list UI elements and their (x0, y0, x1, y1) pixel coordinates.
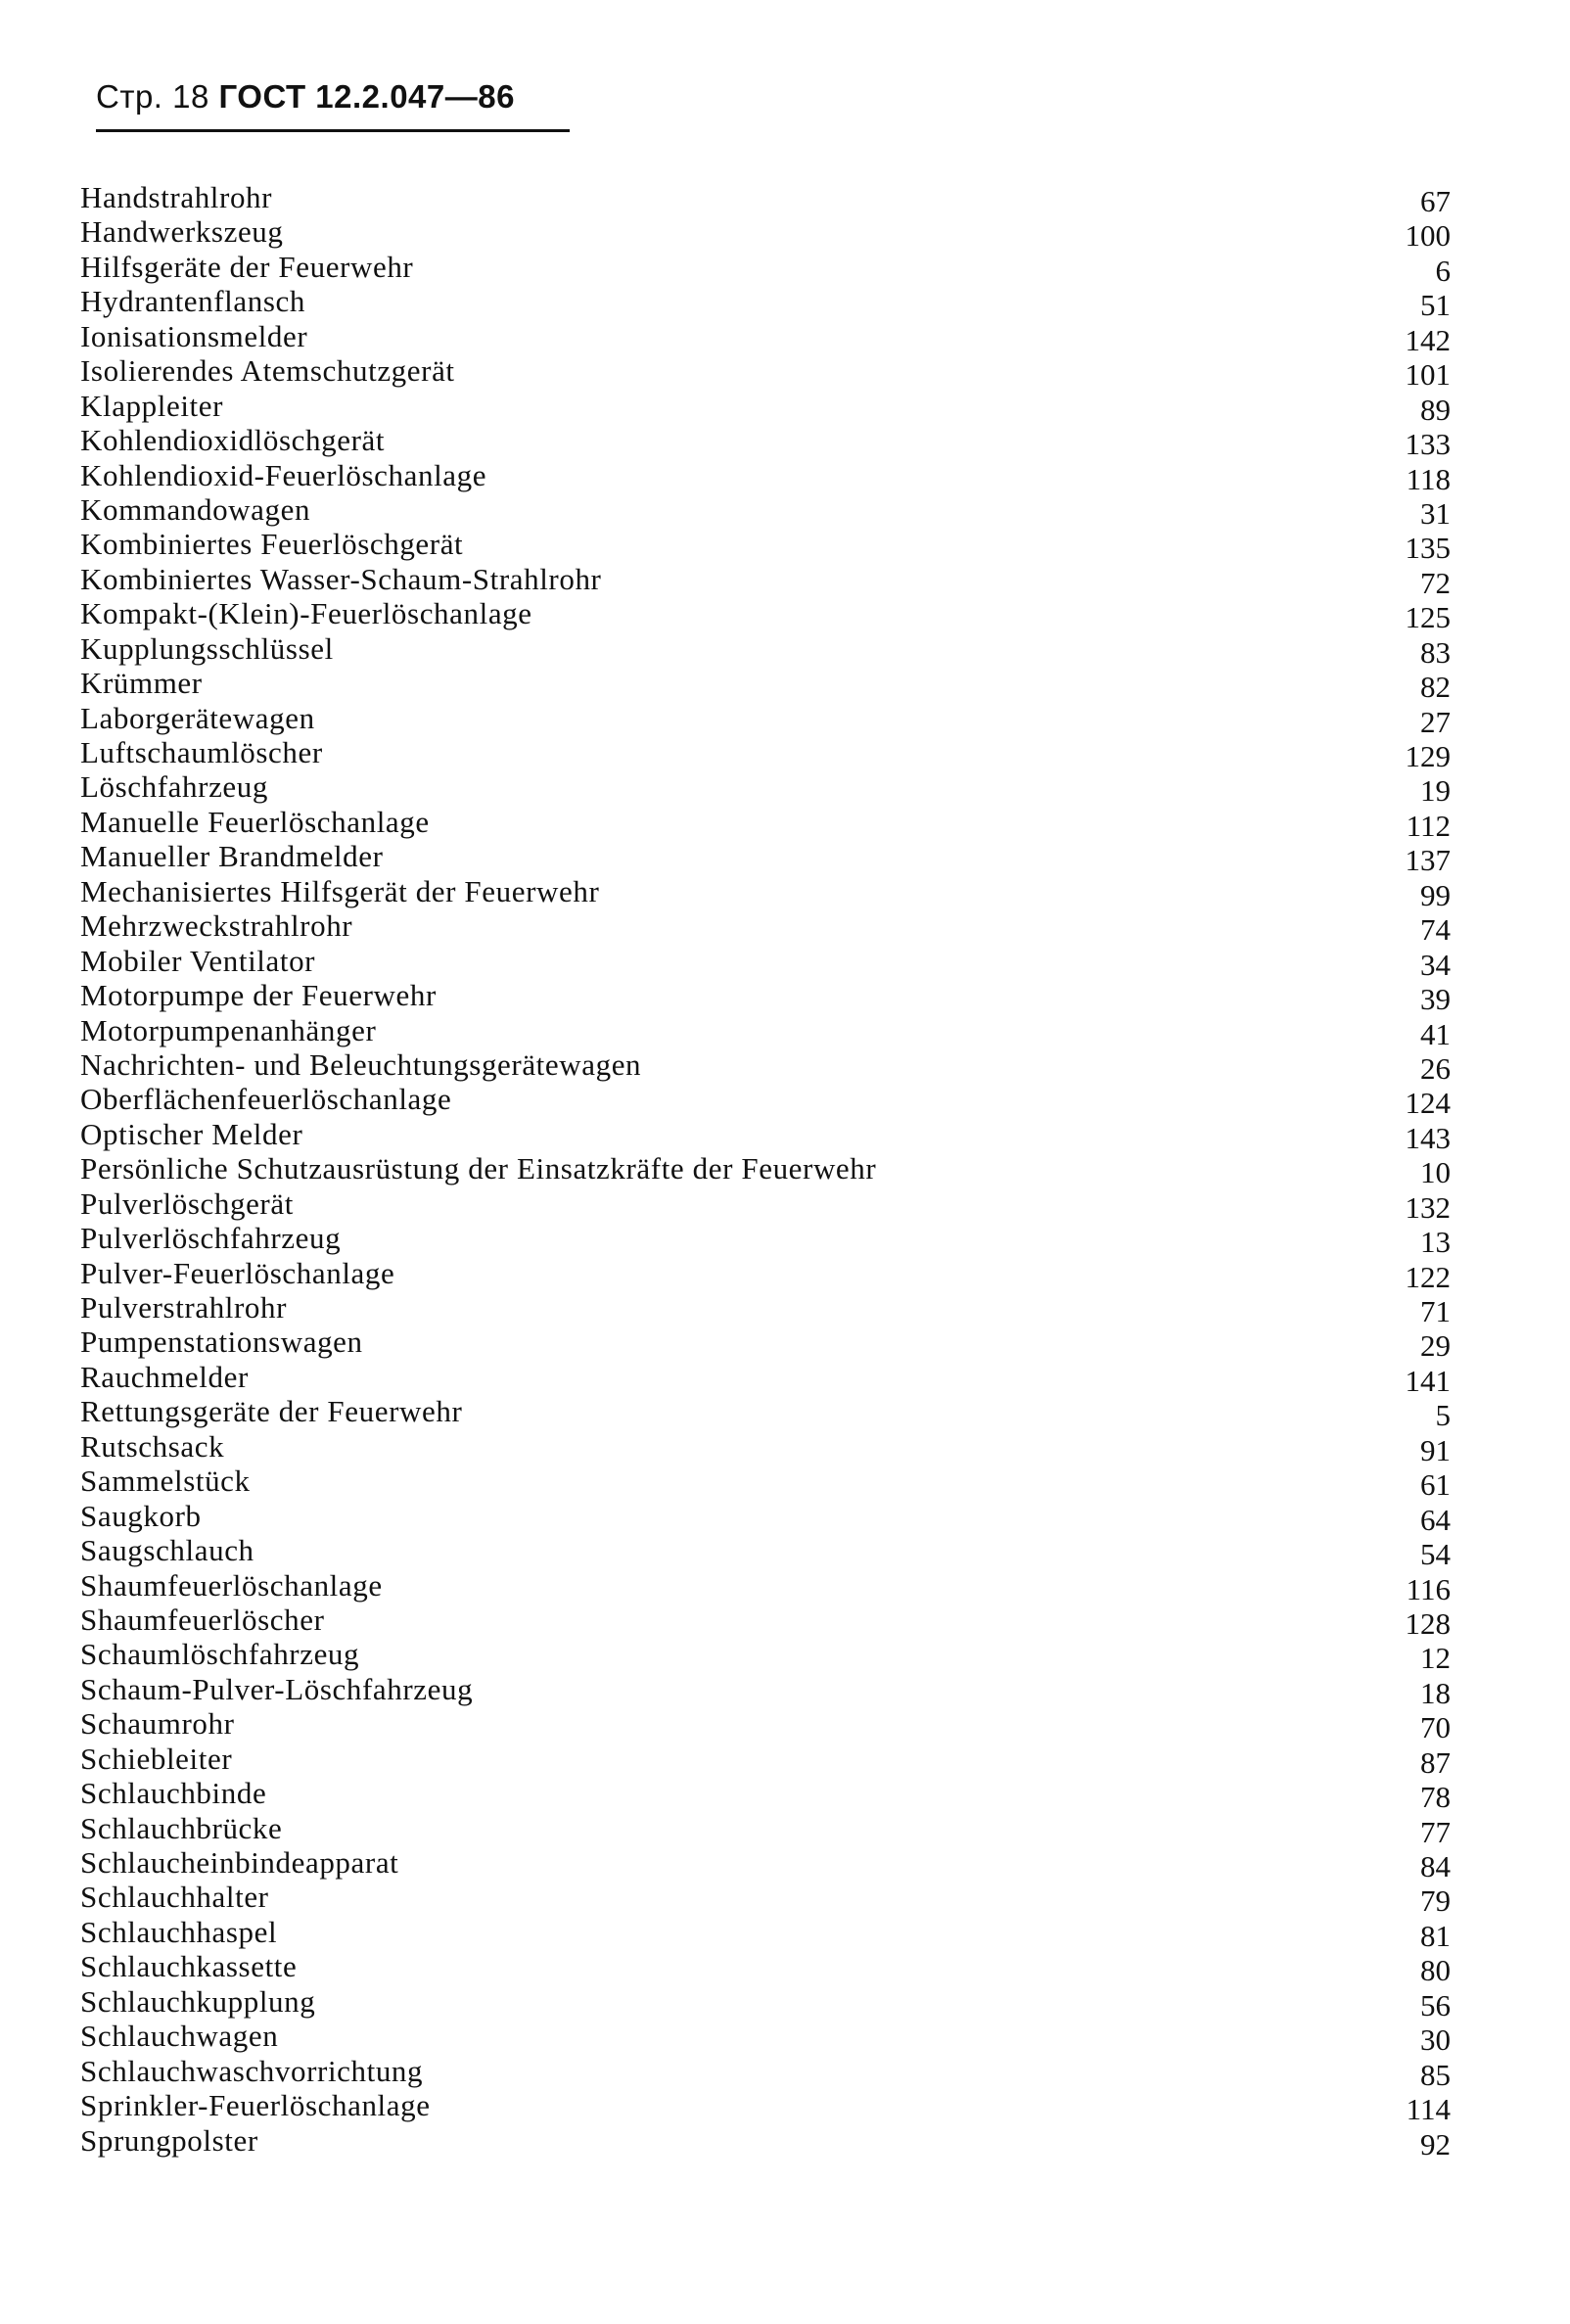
index-term: Rettungsgeräte der Feuerwehr (80, 1394, 463, 1429)
index-page-number: 132 (1405, 1189, 1451, 1225)
index-entry (80, 1325, 1451, 1364)
index-entry (80, 1741, 1451, 1780)
index-page-number: 26 (1420, 1050, 1451, 1086)
index-entry (80, 1290, 1451, 1328)
index-term: Sprungpolster (80, 2122, 258, 2158)
index-page-number: 133 (1405, 427, 1451, 462)
index-page-number: 12 (1420, 1641, 1451, 1676)
index-entry (80, 700, 1451, 739)
index-term: Schlauchkupplung (80, 1983, 316, 2019)
index-term: Schlauchkassette (80, 1949, 298, 1984)
index-entry (80, 1255, 1451, 1294)
index-page-number: 30 (1420, 2022, 1451, 2058)
index-term: Schlauchwaschvorrichtung (80, 2053, 424, 2088)
index-entry (80, 908, 1451, 948)
index-page-number: 10 (1420, 1155, 1451, 1190)
index-entry (80, 978, 1451, 1017)
index-page-number: 85 (1420, 2057, 1451, 2092)
index-term: Schlaucheinbindeapparat (80, 1845, 399, 1880)
index-term: Mechanisiertes Hilfsgerät der Feuerwehr (80, 873, 600, 908)
index-entry (80, 1394, 1451, 1433)
index-entry (80, 353, 1451, 393)
index-entry (80, 491, 1451, 531)
index-page-number: 70 (1420, 1710, 1451, 1745)
index-page-number: 116 (1406, 1571, 1451, 1606)
index-entry (80, 596, 1451, 635)
index-term: Schiebleiter (80, 1741, 233, 1776)
index-page-number: 56 (1420, 1987, 1451, 2022)
index-page-number: 122 (1405, 1259, 1451, 1294)
index-term: Schlauchbinde (80, 1776, 267, 1811)
index-term: Manueller Brandmelder (80, 839, 384, 874)
index-page-number: 41 (1420, 1016, 1451, 1051)
index-entry (80, 1880, 1451, 1919)
index-entry (80, 1498, 1451, 1537)
index-page-number: 142 (1405, 322, 1451, 357)
index-term: Shaumfeuerlöschanlage (80, 1567, 383, 1603)
index-term: Sammelstück (80, 1464, 251, 1499)
index-term: Motorpumpe der Feuerwehr (80, 978, 437, 1013)
index-term: Pumpenstationswagen (80, 1325, 363, 1360)
index-page-number: 128 (1405, 1605, 1451, 1641)
index-page-number: 81 (1420, 1918, 1451, 1953)
index-entry (80, 180, 1451, 218)
index-term: Nachrichten- und Beleuchtungsgerätewagen (80, 1046, 642, 1082)
index-page-number: 92 (1420, 2126, 1451, 2161)
index-page-number: 51 (1420, 288, 1451, 323)
index-entry (80, 1671, 1451, 1710)
index-entry (80, 873, 1451, 912)
index-term: Kupplungsschlüssel (80, 630, 334, 666)
index-entry (80, 2088, 1451, 2127)
index-page-number: 31 (1420, 495, 1451, 531)
index-term: Kohlendioxidlöschgerät (80, 423, 386, 458)
index-term: Hilfsgeräte der Feuerwehr (80, 249, 414, 284)
index-page-number: 54 (1420, 1537, 1451, 1572)
index-term: Saugschlauch (80, 1533, 254, 1568)
index-term: Pulver-Feuerlöschanlage (80, 1255, 395, 1290)
index-page-number: 27 (1420, 704, 1451, 739)
index-entry (80, 1637, 1451, 1676)
index-page-number: 100 (1405, 218, 1451, 254)
index-entry (80, 318, 1451, 357)
index-term: Schlauchhalter (80, 1880, 269, 1915)
index-term: Rauchmelder (80, 1359, 249, 1394)
index-page-number: 124 (1405, 1086, 1451, 1121)
index-term: Oberflächenfeuerlöschanlage (80, 1082, 452, 1117)
index-term: Manuelle Feuerlöschanlage (80, 804, 430, 839)
index-term: Handwerkszeug (80, 214, 284, 250)
index-page-number: 5 (1435, 1398, 1451, 1433)
index-page-number: 91 (1420, 1432, 1451, 1467)
index-entry (80, 1428, 1451, 1467)
index-entry (80, 2019, 1451, 2058)
index-entry (80, 1151, 1451, 1190)
index-page-number: 18 (1420, 1675, 1451, 1710)
index-term: Klappleiter (80, 388, 224, 423)
index-page-number: 34 (1420, 947, 1451, 982)
index-entry (80, 1567, 1451, 1606)
index-page-number: 39 (1420, 982, 1451, 1017)
index-page-number: 19 (1420, 773, 1451, 809)
index-term: Schaumlöschfahrzeug (80, 1637, 360, 1672)
index-term: Sprinkler-Feuerlöschanlage (80, 2088, 431, 2123)
index-entry (80, 1185, 1451, 1225)
index-page-number: 64 (1420, 1502, 1451, 1537)
index-entry (80, 1359, 1451, 1398)
index-term: Pulverlöschgerät (80, 1185, 294, 1221)
index-entry (80, 666, 1451, 705)
index-page-number: 83 (1420, 634, 1451, 670)
index-entry (80, 1082, 1451, 1121)
index-page-number: 80 (1420, 1953, 1451, 1988)
index-term: Kommandowagen (80, 491, 311, 527)
standard-designation: ГОСТ 12.2.047—86 (218, 78, 515, 115)
index-term: Handstrahlrohr (80, 180, 273, 214)
index-page-number: 143 (1405, 1120, 1451, 1155)
index-page-number: 112 (1406, 808, 1451, 843)
index-entry (80, 214, 1451, 254)
index-term: Kompakt-(Klein)-Feuerlöschanlage (80, 596, 532, 631)
index-term: Ionisationsmelder (80, 318, 308, 353)
page-number-label: Стр. 18 (96, 78, 209, 115)
index-page-number: 6 (1435, 253, 1451, 288)
index-page-number: 13 (1420, 1225, 1451, 1260)
index-entry (80, 1116, 1451, 1155)
index-page-number: 61 (1420, 1467, 1451, 1503)
index-term: Löschfahrzeug (80, 769, 268, 805)
index-term: Kombiniertes Wasser-Schaum-Strahlrohr (80, 561, 602, 596)
index-page-number: 141 (1405, 1363, 1451, 1398)
index-entry (80, 1983, 1451, 2022)
index-entry (80, 1949, 1451, 1988)
index-entry (80, 839, 1451, 878)
index-entry (80, 423, 1451, 462)
index-entry (80, 284, 1451, 323)
index-entry (80, 769, 1451, 809)
index-entry (80, 249, 1451, 288)
index-term: Schlauchbrücke (80, 1810, 283, 1845)
index-term: Optischer Melder (80, 1116, 303, 1151)
index-term: Luftschaumlöscher (80, 735, 323, 769)
index-entry (80, 1776, 1451, 1815)
index-entry (80, 735, 1451, 773)
index-page-number: 78 (1420, 1780, 1451, 1815)
index-term: Pulverlöschfahrzeug (80, 1221, 342, 1256)
index-entry (80, 457, 1451, 496)
index-term: Rutschsack (80, 1428, 225, 1464)
index-term: Mobiler Ventilator (80, 943, 316, 978)
index-page-number: 29 (1420, 1328, 1451, 1364)
index-term: Schlauchwagen (80, 2019, 279, 2054)
index-entry (80, 1810, 1451, 1849)
index-entry (80, 1046, 1451, 1086)
index-entry (80, 527, 1451, 566)
index-term: Hydrantenflansch (80, 284, 305, 319)
index-page-number: 79 (1420, 1883, 1451, 1919)
index-page-number: 74 (1420, 912, 1451, 948)
index-page-number: 101 (1405, 357, 1451, 393)
index-page-number: 82 (1420, 670, 1451, 705)
index-entry (80, 561, 1451, 600)
index-entry (80, 630, 1451, 670)
index-page-number: 72 (1420, 565, 1451, 600)
index-list (80, 180, 1451, 2161)
index-term: Krümmer (80, 666, 203, 701)
index-term: Shaumfeuerlöscher (80, 1602, 325, 1637)
index-page-number: 99 (1420, 877, 1451, 912)
index-entry (80, 1464, 1451, 1503)
index-entry (80, 1914, 1451, 1953)
index-term: Schaumrohr (80, 1706, 235, 1742)
index-entry (80, 2122, 1451, 2161)
index-term: Schaum-Pulver-Löschfahrzeug (80, 1671, 474, 1706)
index-term: Kohlendioxid-Feuerlöschanlage (80, 457, 487, 492)
page-header (96, 78, 515, 116)
index-term: Motorpumpenanhänger (80, 1012, 377, 1047)
index-page-number: 137 (1405, 843, 1451, 878)
index-term: Kombiniertes Feuerlöschgerät (80, 527, 464, 562)
index-entry (80, 1012, 1451, 1051)
index-term: Laborgerätewagen (80, 700, 315, 735)
index-page-number: 135 (1405, 531, 1451, 566)
index-term: Isolierendes Atemschutzgerät (80, 353, 455, 389)
index-entry (80, 1221, 1451, 1260)
index-page-number: 71 (1420, 1294, 1451, 1328)
index-page-number: 87 (1420, 1744, 1451, 1780)
index-term: Persönliche Schutzausrüstung der Einsatzkräfte der Feuerwehr (80, 1151, 877, 1186)
index-entry (80, 388, 1451, 427)
index-term: Saugkorb (80, 1498, 202, 1533)
index-entry (80, 804, 1451, 843)
index-page-number: 89 (1420, 392, 1451, 427)
index-page-number: 118 (1406, 461, 1451, 496)
index-page-number: 77 (1420, 1814, 1451, 1849)
index-entry (80, 2053, 1451, 2092)
index-entry (80, 1845, 1451, 1883)
index-entry (80, 1602, 1451, 1641)
index-page-number: 114 (1406, 2092, 1451, 2127)
header-underline (96, 129, 570, 132)
index-entry (80, 1706, 1451, 1745)
index-term: Pulverstrahlrohr (80, 1290, 288, 1325)
index-page-number: 129 (1405, 739, 1451, 773)
index-term: Schlauchhaspel (80, 1914, 278, 1949)
index-page-number: 125 (1405, 600, 1451, 635)
index-term: Mehrzweckstrahlrohr (80, 908, 353, 944)
index-entry (80, 1533, 1451, 1572)
index-page-number: 67 (1420, 184, 1451, 218)
index-entry (80, 943, 1451, 982)
index-page-number: 84 (1420, 1849, 1451, 1883)
